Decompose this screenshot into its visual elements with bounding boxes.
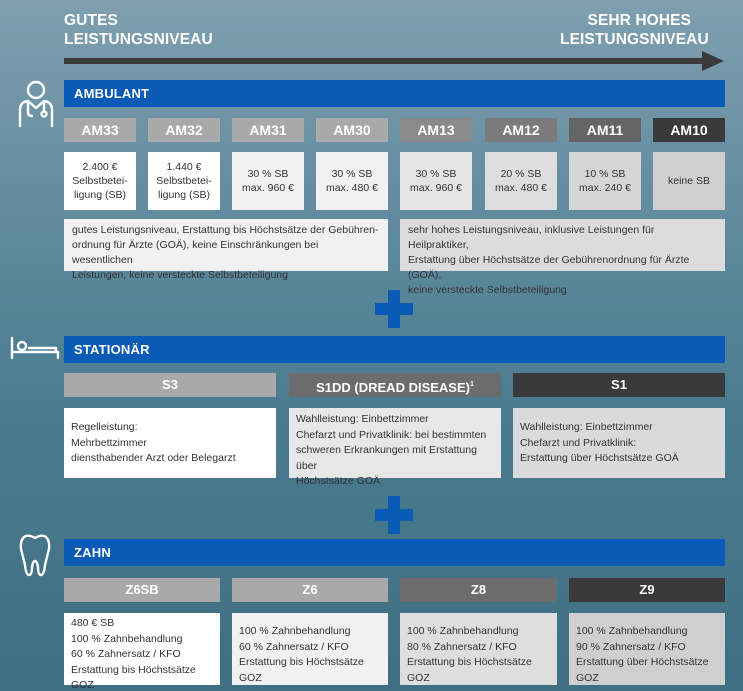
tooth-icon: [18, 533, 52, 579]
tariff-am33-detail: 2.400 € Selbstbetei- ligung (SB): [64, 152, 136, 210]
plus-icon-bar: [375, 509, 413, 521]
tariff-am31: AM31: [232, 118, 304, 142]
tariff-s1: S1: [513, 373, 725, 397]
arrow-right-icon: [702, 51, 724, 71]
tariff-s3: S3: [64, 373, 276, 397]
tariff-z8-detail: 100 % Zahnbehandlung 80 % Zahnersatz / KFO Erstattung bis Höchstsätze GOZ: [400, 613, 557, 685]
tariff-z9: Z9: [569, 578, 725, 602]
tariff-am32-detail: 1.440 € Selbstbetei- ligung (SB): [148, 152, 220, 210]
tariff-s1dd-detail: Wahlleistung: Einbettzimmer Chefarzt und Privatklinik: bei bestimmten schweren Erkrankungen mit Erstattung über Höchstsätze GOÄ: [289, 408, 501, 478]
tariff-s3-detail: Regelleistung: Mehrbettzimmer diensthabender Arzt oder Belegarzt: [64, 408, 276, 478]
tariff-z6sb-detail: 480 € SB 100 % Zahnbehandlung 60 % Zahnersatz / KFO Erstattung bis Höchstsätze GOZ: [64, 613, 220, 685]
ambulant-description-left: gutes Leistungsniveau, Erstattung bis Höchstsätze der Gebühren- ordnung für Ärzte (GOÄ), keine Einschränkungen bei wesentlichen Leistungen, keine versteckte Selbstbeteiligung: [64, 219, 388, 271]
tariff-am30-detail: 30 % SB max. 480 €: [316, 152, 388, 210]
tariff-am11-detail: 10 % SB max. 240 €: [569, 152, 641, 210]
scale-arrow-line: [64, 58, 706, 64]
section-stationaer-bar: STATIONÄR: [64, 336, 725, 363]
tariff-am33: AM33: [64, 118, 136, 142]
tariff-am30: AM30: [316, 118, 388, 142]
tariff-z6sb: Z6SB: [64, 578, 220, 602]
section-ambulant-bar: AMBULANT: [64, 80, 725, 107]
tariff-am13: AM13: [400, 118, 472, 142]
bed-icon: [8, 334, 62, 362]
section-zahn-bar: ZAHN: [64, 539, 725, 566]
tariff-s1dd: [289, 373, 501, 397]
doctor-icon: [14, 78, 58, 128]
tariff-z6-detail: 100 % Zahnbehandlung 60 % Zahnersatz / KFO Erstattung bis Höchstsätze GOZ: [232, 613, 388, 685]
tariff-z9-detail: 100 % Zahnbehandlung 90 % Zahnersatz / KFO Erstattung über Höchstsätze GOZ: [569, 613, 725, 685]
tariff-z8: Z8: [400, 578, 557, 602]
tariff-am31-detail: 30 % SB max. 960 €: [232, 152, 304, 210]
plus-icon-bar: [375, 303, 413, 315]
scale-left-label: GUTES LEISTUNGSNIVEAU: [64, 12, 213, 48]
tariff-z6: Z6: [232, 578, 388, 602]
tariff-am32: AM32: [148, 118, 220, 142]
tariff-am10: AM10: [653, 118, 725, 142]
ambulant-description-right: sehr hohes Leistungsniveau, inklusive Leistungen für Heilpraktiker, Erstattung über Höchstsätze der Gebührenordnung für Ärzte (GOÄ), keine versteckte Selbstbeteiligung: [400, 219, 725, 271]
tariff-am13-detail: 30 % SB max. 960 €: [400, 152, 472, 210]
scale-right-label: SEHR HOHES LEISTUNGSNIVEAU: [560, 12, 709, 48]
tariff-am10-detail: keine SB: [653, 152, 725, 210]
footnote-marker: 1: [469, 381, 474, 388]
tariff-am12: AM12: [485, 118, 557, 142]
tariff-s1-detail: Wahlleistung: Einbettzimmer Chefarzt und Privatklinik: Erstattung über Höchstsätze GOÄ: [513, 408, 725, 478]
tariff-s1dd-label: S1DD (DREAD DISEASE): [316, 380, 470, 395]
tariff-am12-detail: 20 % SB max. 480 €: [485, 152, 557, 210]
tariff-am11: AM11: [569, 118, 641, 142]
